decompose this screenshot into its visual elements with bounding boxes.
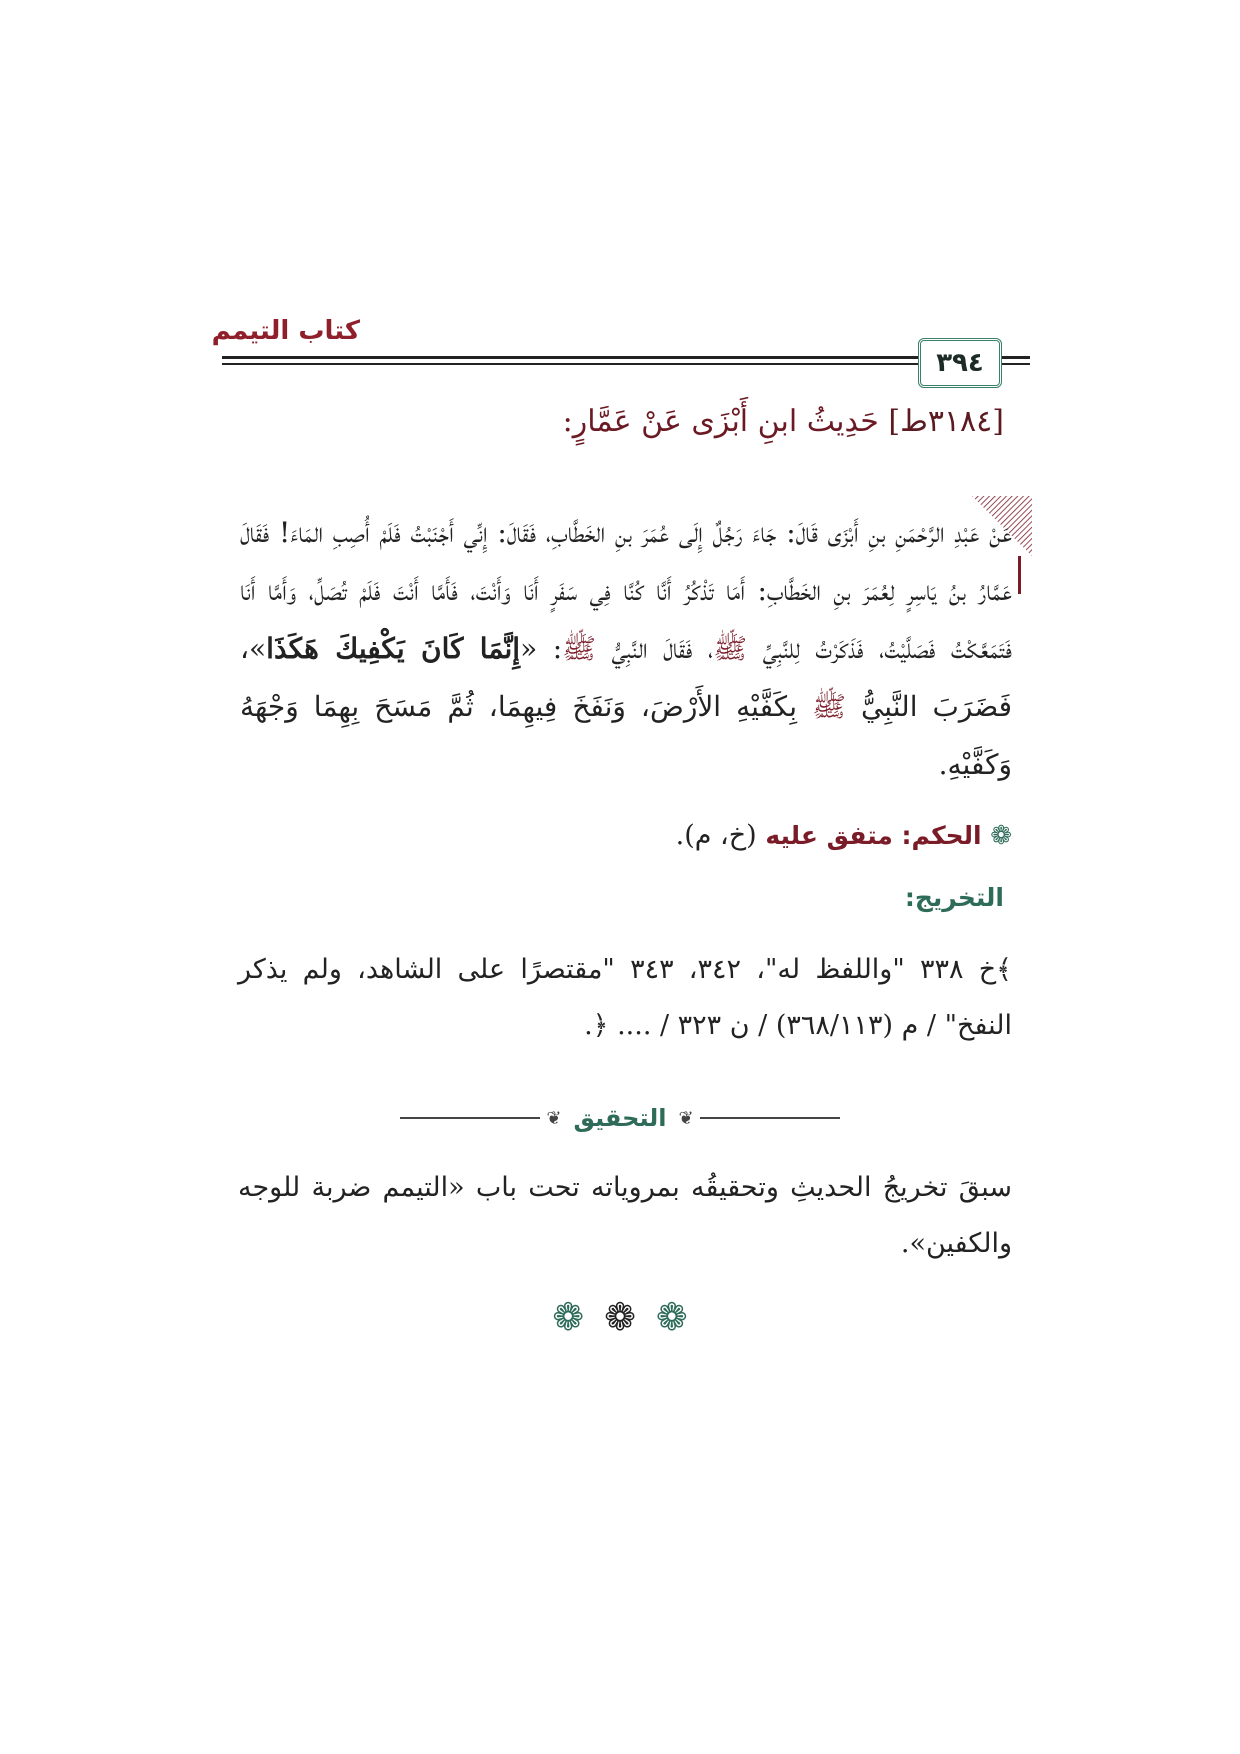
salutation-3: ﷺ <box>812 690 846 723</box>
header-rule <box>222 356 1010 364</box>
page-number-box <box>918 338 1002 388</box>
hadith-part-1: عَنْ عَبْدِ الرَّحْمَنِ بنِ أَبْزَى قَالَ: جَاءَ رَجُلٌ إِلَى عُمَرَ بنِ الخَطَّابِ، فَقَالَ: إِنِّي أَجْنَبْتُ فَلَمْ أُصِبِ المَاءَ! فَقَالَ عَمَّارُ بنُ يَاسِرٍ لِعُمَرَ بنِ الخَطَّابِ: أَمَا تَذْكُرُ أَنَّا كُنَّا فِي سَفَرٍ أَنَا وَأَنْتَ، فَأَمَّا أَنْتَ فَلَمْ تُصَلِّ، وَأَمَّا أَنَا فَتَمَعَّكْتُ فَصَلَّيْتُ، فَذَكَرْتُ لِلنَّبِيِّ <box>240 516 1012 665</box>
tahqiq-divider <box>400 1098 840 1138</box>
section-number: [٣١٨٤ط] <box>888 404 1004 439</box>
ruling-grade: متفق عليه <box>765 821 893 850</box>
flower-ornament-icon: ❁ <box>604 1295 636 1339</box>
ruling <box>676 820 1012 851</box>
hadith-text <box>240 504 1012 794</box>
takhrij-heading: التخريج: <box>904 883 1004 912</box>
flower-ornament-icon: ❁ <box>990 821 1012 851</box>
section-title: حَدِيثُ ابنِ أَبْزَى عَنْ عَمَّارٍ: <box>562 404 879 439</box>
tahqiq-text: سبقَ تخريجُ الحديثِ وتحقيقُه بمروياته تحت باب «التيمم ضربة للوجه والكفين». <box>238 1172 1012 1259</box>
tahqiq-heading: التحقيق <box>573 1104 667 1132</box>
section-heading <box>563 404 1004 439</box>
hadith-part-3: : « <box>520 632 563 665</box>
divider-line <box>400 1117 540 1119</box>
flower-ornament-icon: ❁ <box>552 1295 585 1339</box>
book-title: كتاب التيمم <box>211 316 360 346</box>
divider-ornament-icon: ❦ <box>678 1107 694 1129</box>
side-bar <box>1018 556 1021 594</box>
ruling-sources: (خ، م). <box>675 820 757 851</box>
header-rule-tail <box>1000 356 1030 365</box>
divider-ornament-icon: ❦ <box>546 1107 562 1129</box>
ruling-label: الحكم: <box>901 821 982 850</box>
hadith-part-4: »، فَضَرَبَ النَّبِيُّ <box>240 632 1012 723</box>
end-ornaments <box>520 1292 720 1342</box>
salutation-2: ﷺ <box>562 632 596 665</box>
hadith-part-2: ، فَقَالَ النَّبِيُّ <box>611 632 714 665</box>
salutation-1: ﷺ <box>713 632 748 665</box>
page-number: ٣٩٤ <box>936 348 984 378</box>
flower-ornament-icon: ❁ <box>655 1295 688 1339</box>
divider-line <box>700 1117 840 1119</box>
hadith-part-5: بِكَفَّيْهِ الأَرْضَ، وَنَفَخَ فِيهِمَا، ثُمَّ مَسَحَ بِهِمَا وَجْهَهُ وَكَفَّيْهِ. <box>240 690 1012 781</box>
takhrij-text: ﴾خ ٣٣٨ "واللفظ له"، ٣٤٢، ٣٤٣ "مقتصرًا على الشاهد، ولم يذكر النفخ" / م (٣٦٨/١١٣) / ن ٣٢٣ / .... ﴿. <box>238 954 1012 1041</box>
prophet-saying: إِنَّمَا كَانَ يَكْفِيكَ هَكَذَا <box>266 632 521 665</box>
